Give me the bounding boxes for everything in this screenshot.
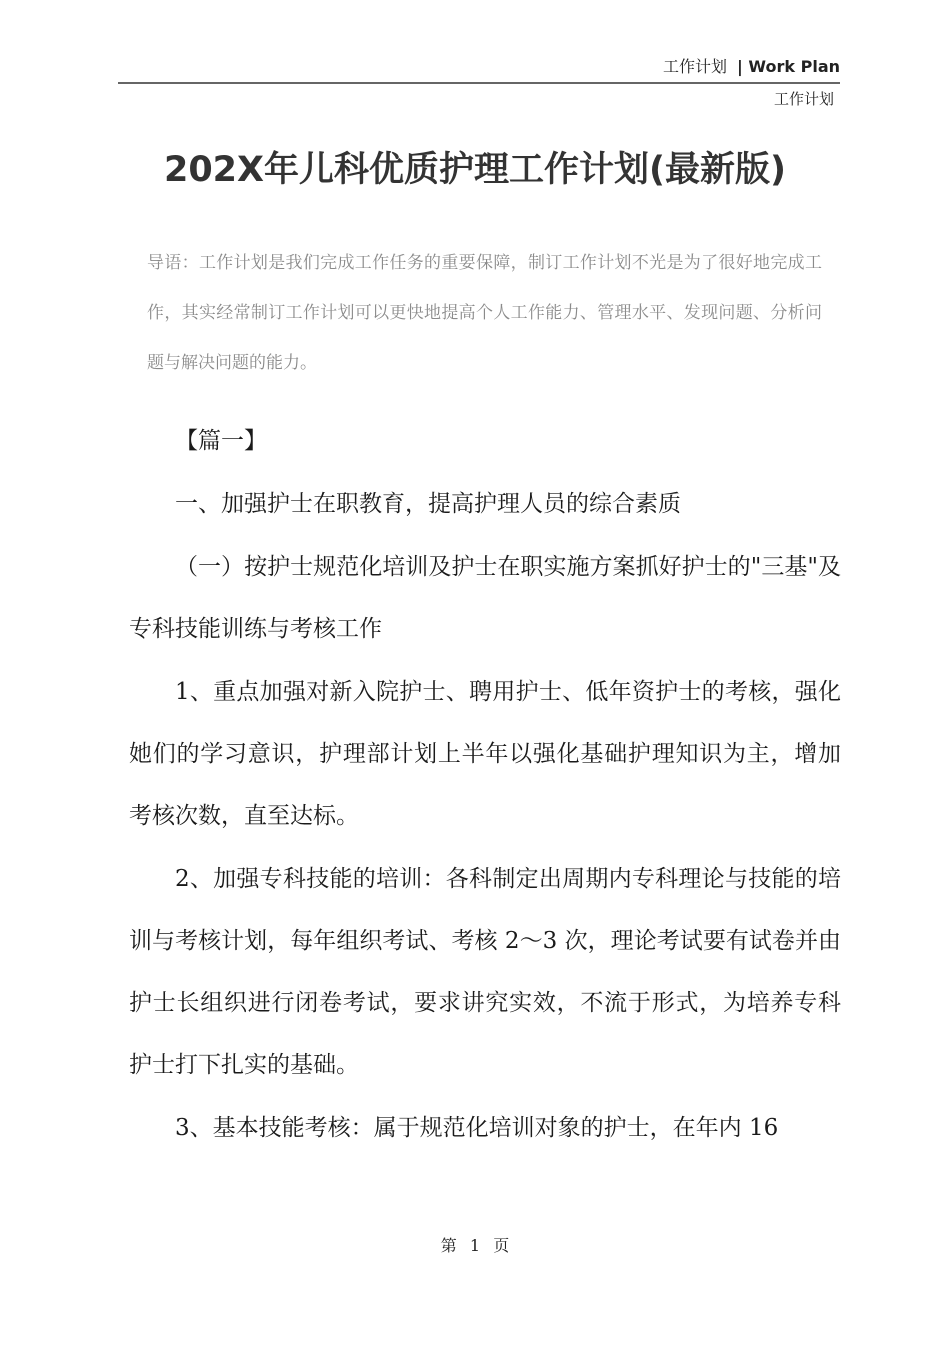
document-title: 202X年儿科优质护理工作计划(最新版): [163, 150, 787, 190]
paragraph-2: 2、加强专科技能的培训：各科制定出周期内专科理论与技能的培训与考核计划，每年组织考试、考核 2～3 次，理论考试要有试卷并由护士长组织进行闭卷考试，要求讲究实效，不流于形式，为培养专科护士打下扎实的基础。: [129, 866, 841, 1078]
footer-prefix: 第: [440, 1236, 457, 1255]
header-divider: [118, 82, 840, 84]
intro-paragraph: 导语：工作计划是我们完成工作任务的重要保障，制订工作计划不光是为了很好地完成工作，其实经常制订工作计划可以更快地提高个人工作能力、管理水平、发现问题、分析问题与解决问题的能力。: [147, 253, 822, 373]
page-footer: [0, 1233, 950, 1256]
heading-1: 一、加强护士在职教育，提高护理人员的综合素质: [175, 491, 681, 517]
page-number: 1: [469, 1236, 481, 1255]
paragraph-1: 1、重点加强对新入院护士、聘用护士、低年资护士的考核，强化她们的学习意识，护理部计划上半年以强化基础护理知识为主，增加考核次数，直至达标。: [129, 679, 841, 829]
header-category-label: 工作计划: [663, 57, 728, 76]
header-category: [663, 54, 840, 77]
header-work-plan: | Work Plan: [737, 57, 840, 76]
section-label: 【篇一】: [175, 428, 267, 454]
footer-suffix: 页: [493, 1236, 510, 1255]
header-sub-label: 工作计划: [773, 90, 834, 108]
paragraph-3: 3、基本技能考核：属于规范化培训对象的护士，在年内 16: [175, 1115, 779, 1141]
subheading-1: （一）按护士规范化培训及护士在职实施方案抓好护士的"三基"及专科技能训练与考核工作: [129, 554, 841, 642]
